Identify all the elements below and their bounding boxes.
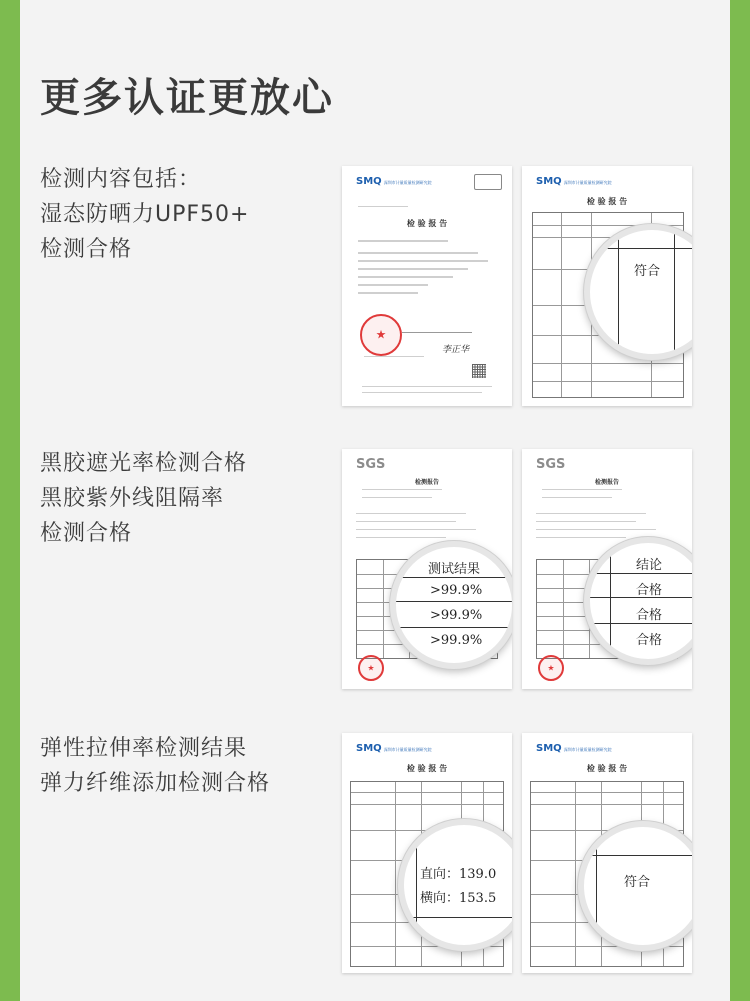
smq-logo: SMQ 深圳市计量质量检测研究院 [536,743,612,754]
report-document-smq-fiber [522,733,692,973]
result-value: >99.9% [430,608,483,623]
sgs-logo: SGS [536,457,566,472]
result-value: >99.9% [430,633,483,648]
smq-logo: SMQ 深圳市计量质量检测研究院 [356,176,432,187]
section-line: 检测合格 [40,237,133,262]
stretch-value: 直向：139.0 [420,867,497,882]
report-document-sgs-results [342,449,512,689]
section-upf-text [40,162,249,267]
section-blackcoat-text [40,446,247,551]
section-line: 检测内容包括： [40,167,202,192]
report-document-smq-stretch [342,733,512,973]
result-text: 符合 [634,264,661,279]
accreditation-badge-icon [474,174,502,190]
official-stamp-icon: ★ [360,314,402,356]
section-line: 检测合格 [40,521,133,546]
page-title: 更多认证更放心 [40,75,334,121]
report-title: 检 验 报 告 [586,764,628,773]
magnifier-lens [398,819,512,951]
qr-code-icon [472,364,486,378]
result-header: 测试结果 [428,562,481,577]
conclusion-value: 合格 [636,633,663,648]
section-line: 黑胶遮光率检测合格 [40,451,248,476]
result-value: >99.9% [430,583,483,598]
report-document-smq-cover [342,166,512,406]
conclusion-value: 合格 [636,583,663,598]
report-title: 检测报告 [594,479,619,486]
report-title: 检 验 报 告 [406,219,448,228]
result-text: 符合 [624,875,651,890]
official-stamp-icon: ★ [358,655,384,681]
official-stamp-icon: ★ [538,655,564,681]
magnifier-lens [578,821,692,951]
stretch-value: 横向：153.5 [420,891,497,906]
section-line: 弹力纤维添加检测合格 [40,771,271,796]
report-document-smq-table [522,166,692,406]
section-line: 弹性拉伸率检测结果 [40,736,248,761]
section-line: 湿态防晒力UPF50+ [40,202,250,227]
report-document-sgs-conclusion [522,449,692,689]
report-title: 检测报告 [414,479,439,486]
report-title: 检 验 报 告 [406,764,448,773]
section-stretch-text [40,731,270,801]
sgs-logo: SGS [356,457,386,472]
smq-logo: SMQ 深圳市计量质量检测研究院 [536,176,612,187]
conclusion-value: 合格 [636,608,663,623]
section-line: 黑胶紫外线阻隔率 [40,486,225,511]
signature: 李正华 [442,345,470,355]
smq-logo: SMQ 深圳市计量质量检测研究院 [356,743,432,754]
conclusion-header: 结论 [636,558,663,573]
report-title: 检 验 报 告 [586,197,628,206]
magnifier-lens [390,541,512,669]
